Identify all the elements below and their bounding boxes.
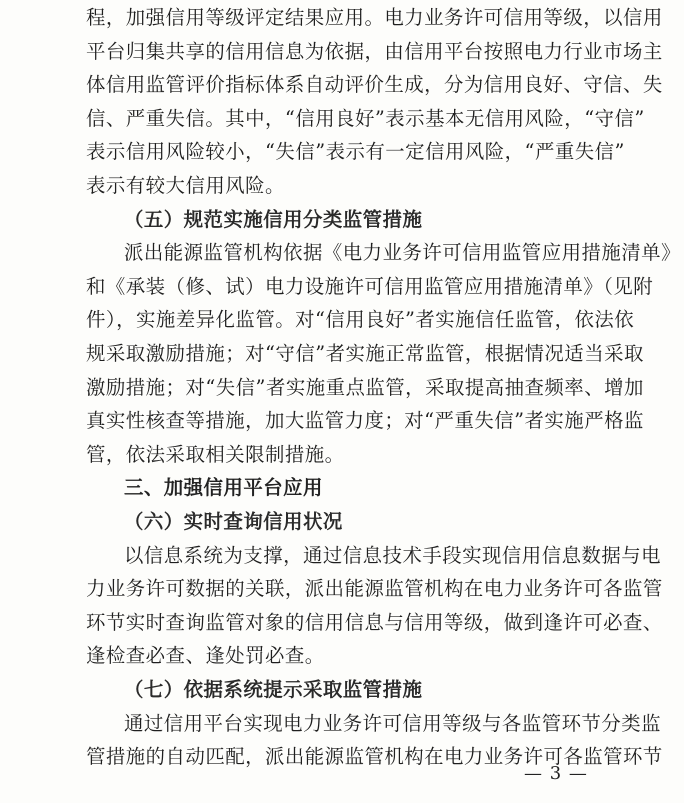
body-text-line: 逢检查必查、逢处罚必查。 bbox=[86, 644, 325, 668]
body-text-line: 件），实施差异化监管。对“信用良好”者实施信任监管，依法依 bbox=[86, 308, 635, 332]
subsection-heading: （七）依据系统提示采取监管措施 bbox=[124, 678, 423, 701]
body-text-line: 管措施的自动匹配，派出能源监管机构在电力业务许可各监管环节 bbox=[86, 745, 663, 769]
body-text-line: 通过信用平台实现电力业务许可信用等级与各监管环节分类监 bbox=[124, 711, 662, 735]
body-text-line: 表示信用风险较小，“失信”表示有一定信用风险，“严重失信” bbox=[86, 140, 625, 164]
body-text-line: 管，依法采取相关限制措施。 bbox=[86, 442, 345, 466]
body-text-line: 激励措施；对“失信”者实施重点监管，采取提高抽查频率、增加 bbox=[86, 375, 644, 399]
page-number: — 3 — bbox=[524, 763, 588, 784]
body-text-line: 规采取激励措施；对“守信”者实施正常监管，根据情况适当采取 bbox=[86, 342, 644, 365]
body-text-line: 信、严重失信。其中，“信用良好”表示基本无信用风险，“守信” bbox=[86, 106, 645, 130]
body-text-line: 真实性核查等措施，加大监管力度；对“严重失信”者实施严格监 bbox=[86, 409, 644, 433]
subsection-heading: （六）实时查询信用状况 bbox=[124, 510, 343, 533]
body-text-line: 和《承装（修、试）电力设施许可信用监管应用措施清单》（见附 bbox=[86, 274, 654, 298]
body-text-line: 体信用监管评价指标体系自动评价生成，分为信用良好、守信、失 bbox=[86, 73, 663, 97]
body-text-line: 平台归集共享的信用信息为依据，由信用平台按照电力行业市场主 bbox=[86, 39, 663, 63]
body-text-line: 表示有较大信用风险。 bbox=[86, 174, 285, 197]
section-heading: 三、加强信用平台应用 bbox=[124, 476, 323, 500]
body-text-line: 派出能源监管机构依据《电力业务许可信用监管应用措施清单》 bbox=[124, 241, 681, 265]
subsection-heading: （五）规范实施信用分类监管措施 bbox=[124, 207, 423, 231]
body-text-line: 程，加强信用等级评定结果应用。电力业务许可信用等级，以信用 bbox=[86, 6, 663, 29]
body-text-line: 以信息系统为支撑，通过信息技术手段实现信用信息数据与电 bbox=[124, 543, 662, 567]
body-text-line: 环节实时查询监管对象的信用信息与信用等级，做到逢许可必查、 bbox=[86, 610, 663, 634]
body-text-line: 力业务许可数据的关联，派出能源监管机构在电力业务许可各监管 bbox=[86, 577, 663, 601]
